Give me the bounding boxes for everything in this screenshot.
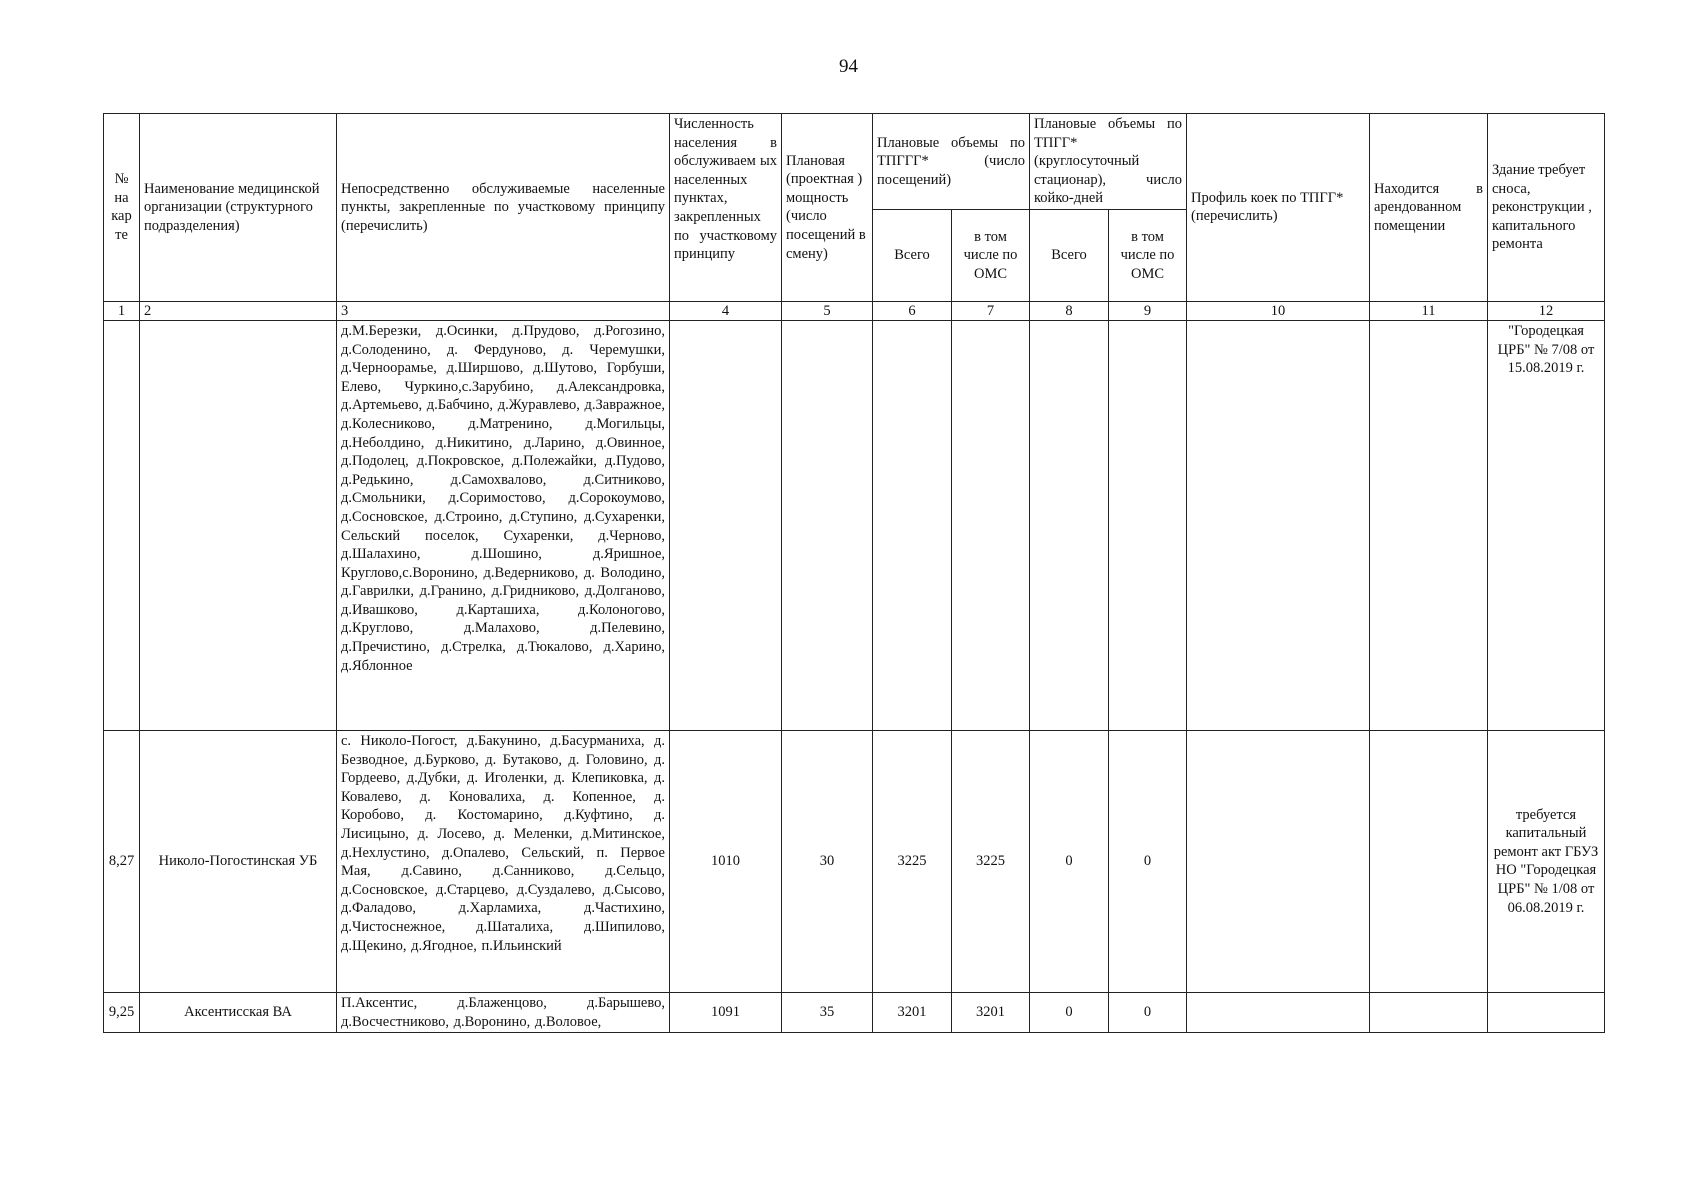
row-beds-total: 0 [1030,730,1109,992]
header-capacity: Плановая (проектная ) мощность (число посещений в смену) [782,114,873,302]
row-visits-oms: 3225 [952,730,1030,992]
page-number: 94 [839,56,858,77]
header-visits-oms: в том числе по ОМС [952,209,1030,301]
column-number: 3 [337,301,670,320]
row-beds-oms: 0 [1109,730,1187,992]
row-settlements: д.М.Березки, д.Осинки, д.Прудово, д.Рогозино, д.Солоденино, д. Фердуново, д. Черемушки, д.Черноорамье, д.Ширшово, д.Шутово, Горбуши, Елево, Чуркино,с.Зарубино, д.Александровка, д.Артемьево, д.Бабчино, д.Журавлево, д.Завражное, д.Колесниково, д.Матренино, д.Могильцы, д.Неболдино, д.Никитино, д.Ларино, д.Овинное, д.Подолец, д.Покровское, д.Полежайки, д.Пудово, д.Редькино, д.Самохвалово, д.Ситниково, д.Смольники, д.Соримостово, д.Сорокоумово, д.Сосновское, д.Строино, д.Ступино, д.Сухаренки, Сельский поселок, Сухаренки, д.Черново, д.Шалахино, д.Шошино, д.Яришное, Круглово,с.Воронино, д.Ведерниково, д. Володино, д.Гаврилки, д.Гранино, д.Гридниково, д.Долганово, д.Ивашково, д.Карташиха, д.Колоногово, д.Круглово, д.Малахово, д.Пелевино, д.Пречистино, д.Стрелка, д.Тюкалово, д.Харино, д.Яблонное [337,320,670,730]
row-building-condition: "Городецкая ЦРБ" № 7/08 от 15.08.2019 г. [1488,320,1605,730]
row-population: 1010 [670,730,782,992]
row-building-condition [1488,992,1605,1032]
row-beds-total [1030,320,1109,730]
column-number: 5 [782,301,873,320]
column-number: 2 [140,301,337,320]
row-building-condition: требуется капитальный ремонт акт ГБУЗ НО "Городецкая ЦРБ" № 1/08 от 06.08.2019 г. [1488,730,1605,992]
table-row [104,992,1605,1032]
facilities-table [103,113,1605,1033]
header-visits-total: Всего [873,209,952,301]
header-organization: Наименование медицинской организации (структурного подразделения) [140,114,337,302]
header-bed-profile: Профиль коек по ТПГГ* (перечислить) [1187,114,1370,302]
header-settlements: Непосредственно обслуживаемые населенные пункты, закрепленные по участковому принципу (перечислить) [337,114,670,302]
row-beds-oms [1109,320,1187,730]
header-beds-total: Всего [1030,209,1109,301]
row-capacity [782,320,873,730]
column-number: 8 [1030,301,1109,320]
column-number: 6 [873,301,952,320]
header-population: Численность населения в обслуживаем ых населенных пунктах, закрепленных по участковому принципу [670,114,782,302]
header-bed-volumes: Плановые объемы по ТПГГ* (круглосуточный стационар), число койко-дней [1030,114,1187,210]
row-number: 9,25 [104,992,140,1032]
column-number: 4 [670,301,782,320]
column-number: 7 [952,301,1030,320]
column-number: 10 [1187,301,1370,320]
row-rented [1370,320,1488,730]
row-organization [140,320,337,730]
row-settlements: П.Аксентис, д.Блаженцово, д.Барышево, д.Восчестниково, д.Воронино, д.Воловое, [337,992,670,1032]
row-bed-profile [1187,320,1370,730]
row-organization: Николо-Погостинская УБ [140,730,337,992]
row-visits-total: 3225 [873,730,952,992]
header-number: № на кар те [104,114,140,302]
row-beds-oms: 0 [1109,992,1187,1032]
header-rented: Находится в арендованном помещении [1370,114,1488,302]
header-beds-oms: в том числе по ОМС [1109,209,1187,301]
header-visit-volumes: Плановые объемы по ТПГГГ* (число посещений) [873,114,1030,210]
row-bed-profile [1187,730,1370,992]
row-visits-total: 3201 [873,992,952,1032]
table-row [104,730,1605,992]
header-building-condition: Здание требует сноса, реконструкции , капитального ремонта [1488,114,1605,302]
column-number: 11 [1370,301,1488,320]
table-row [104,320,1605,730]
row-capacity: 30 [782,730,873,992]
row-rented [1370,730,1488,992]
row-settlements: с. Николо-Погост, д.Бакунино, д.Басурманиха, д. Безводное, д.Бурково, д. Бутаково, д. Головино, д. Гордеево, д.Дубки, д. Иголенки, д. Клепиковка, д. Ковалево, д. Коновалиха, д. Копенное, д. Коробово, д. Костомарино, д.Куфтино, д. Лисицыно, д. Лосево, д. Меленки, д.Митинское, д.Нехлустино, д.Опалево, Сельский, п. Первое Мая, д.Савино, д.Санниково, д.Сельцо, д.Сосновское, д.Старцево, д.Суздалево, д.Сысово, д.Фаладово, д.Харламиха, д.Частихино, д.Чистоснежное, д.Шаталиха, д.Шипилово, д.Щекино, д.Ягодное, п.Ильинский [337,730,670,992]
row-beds-total: 0 [1030,992,1109,1032]
row-organization: Аксентисская ВА [140,992,337,1032]
row-number [104,320,140,730]
column-number-row [104,301,1605,320]
row-rented [1370,992,1488,1032]
column-number: 12 [1488,301,1605,320]
row-capacity: 35 [782,992,873,1032]
row-visits-oms [952,320,1030,730]
row-population: 1091 [670,992,782,1032]
column-number: 1 [104,301,140,320]
row-visits-oms: 3201 [952,992,1030,1032]
row-bed-profile [1187,992,1370,1032]
column-number: 9 [1109,301,1187,320]
row-visits-total [873,320,952,730]
row-population [670,320,782,730]
row-number: 8,27 [104,730,140,992]
